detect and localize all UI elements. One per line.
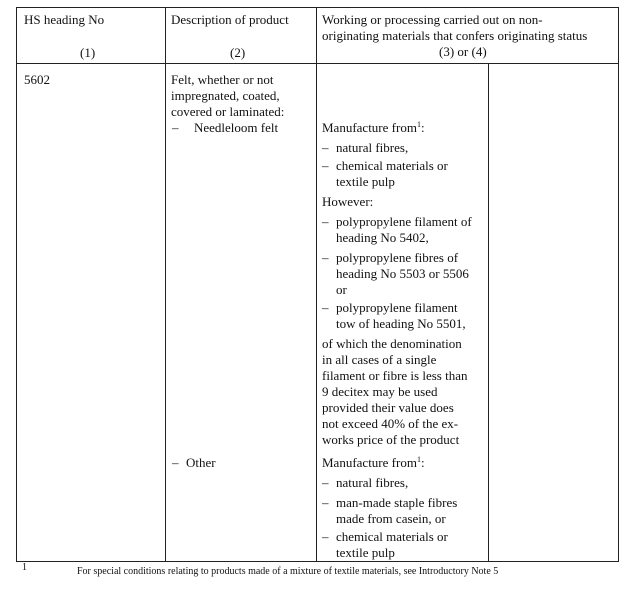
needleloom-dash: –	[172, 120, 179, 135]
needleloom-felt-label: Needleloom felt	[194, 120, 279, 135]
footnote-text: For special conditions relating to products made of a mixture of textile materials, see Introductory Note 5	[77, 566, 499, 577]
column-divider-1-2	[165, 7, 166, 562]
condition-line-3: filament or fibre is less than	[322, 368, 468, 383]
column-divider-3-4	[488, 63, 489, 562]
footnote-ref: 1	[416, 455, 421, 464]
condition-line-2: in all cases of a single	[322, 352, 437, 367]
material-dash: –	[322, 495, 329, 510]
material-dash: –	[322, 475, 329, 490]
condition-line-4: 9 decitex may be used	[322, 384, 438, 399]
footnote-marker: 1	[22, 562, 27, 573]
hs-heading-value: 5602	[24, 72, 50, 87]
description-line-3: covered or laminated:	[171, 104, 285, 119]
other-label: Other	[186, 455, 216, 470]
header-col2-number: (2)	[230, 45, 246, 60]
exception-dash: –	[322, 300, 329, 315]
exception-filament-5402-line1: polypropylene filament of	[336, 214, 472, 229]
condition-line-1: of which the denomination	[322, 336, 462, 351]
exception-tow-line2: tow of heading No 5501,	[336, 316, 466, 331]
material-chemical-line2: textile pulp	[336, 174, 395, 189]
footnote-ref: 1	[416, 120, 421, 129]
other-material-chemical-line2: textile pulp	[336, 545, 395, 560]
header-col34-number: (3) or (4)	[439, 44, 487, 59]
material-dash: –	[322, 158, 329, 173]
condition-line-7: works price of the product	[322, 432, 460, 447]
description-line-1: Felt, whether or not	[171, 72, 274, 87]
condition-line-6: not exceed 40% of the ex-	[322, 416, 459, 431]
header-bottom-border	[16, 63, 619, 64]
header-description: Description of product	[171, 12, 289, 27]
description-line-2: impregnated, coated,	[171, 88, 280, 103]
material-chemical-line1: chemical materials or	[336, 158, 448, 173]
however-label: However:	[322, 194, 374, 209]
header-working-line1: Working or processing carried out on non-	[322, 12, 543, 27]
table-left-border	[16, 7, 17, 562]
other-material-casein-line1: man-made staple fibres	[336, 495, 458, 510]
material-natural-fibres: natural fibres,	[336, 140, 409, 155]
column-divider-2-3	[316, 7, 317, 562]
other-dash: –	[172, 455, 179, 470]
other-manufacture-from: Manufacture from$^1$:	[322, 455, 425, 470]
exception-dash: –	[322, 250, 329, 265]
exception-filament-5402-line2: heading No 5402,	[336, 230, 429, 245]
table-right-border	[618, 7, 619, 562]
header-hs-heading: HS heading No	[24, 12, 105, 27]
material-dash: –	[322, 140, 329, 155]
table-top-border	[16, 7, 619, 8]
header-col1-number: (1)	[80, 45, 96, 60]
exception-fibres-line3: or	[336, 282, 347, 297]
exception-dash: –	[322, 214, 329, 229]
exception-fibres-line1: polypropylene fibres of	[336, 250, 459, 265]
exception-tow-line1: polypropylene filament	[336, 300, 458, 315]
other-material-chemical-line1: chemical materials or	[336, 529, 448, 544]
exception-fibres-line2: heading No 5503 or 5506	[336, 266, 469, 281]
other-material-natural-fibres: natural fibres,	[336, 475, 409, 490]
table-bottom-border	[16, 561, 619, 562]
material-dash: –	[322, 529, 329, 544]
other-material-casein-line2: made from casein, or	[336, 511, 446, 526]
needleloom-manufacture-from: Manufacture from$^1$:	[322, 120, 425, 135]
header-working-line2: originating materials that confers originating status	[322, 28, 588, 43]
condition-line-5: provided their value does	[322, 400, 454, 415]
